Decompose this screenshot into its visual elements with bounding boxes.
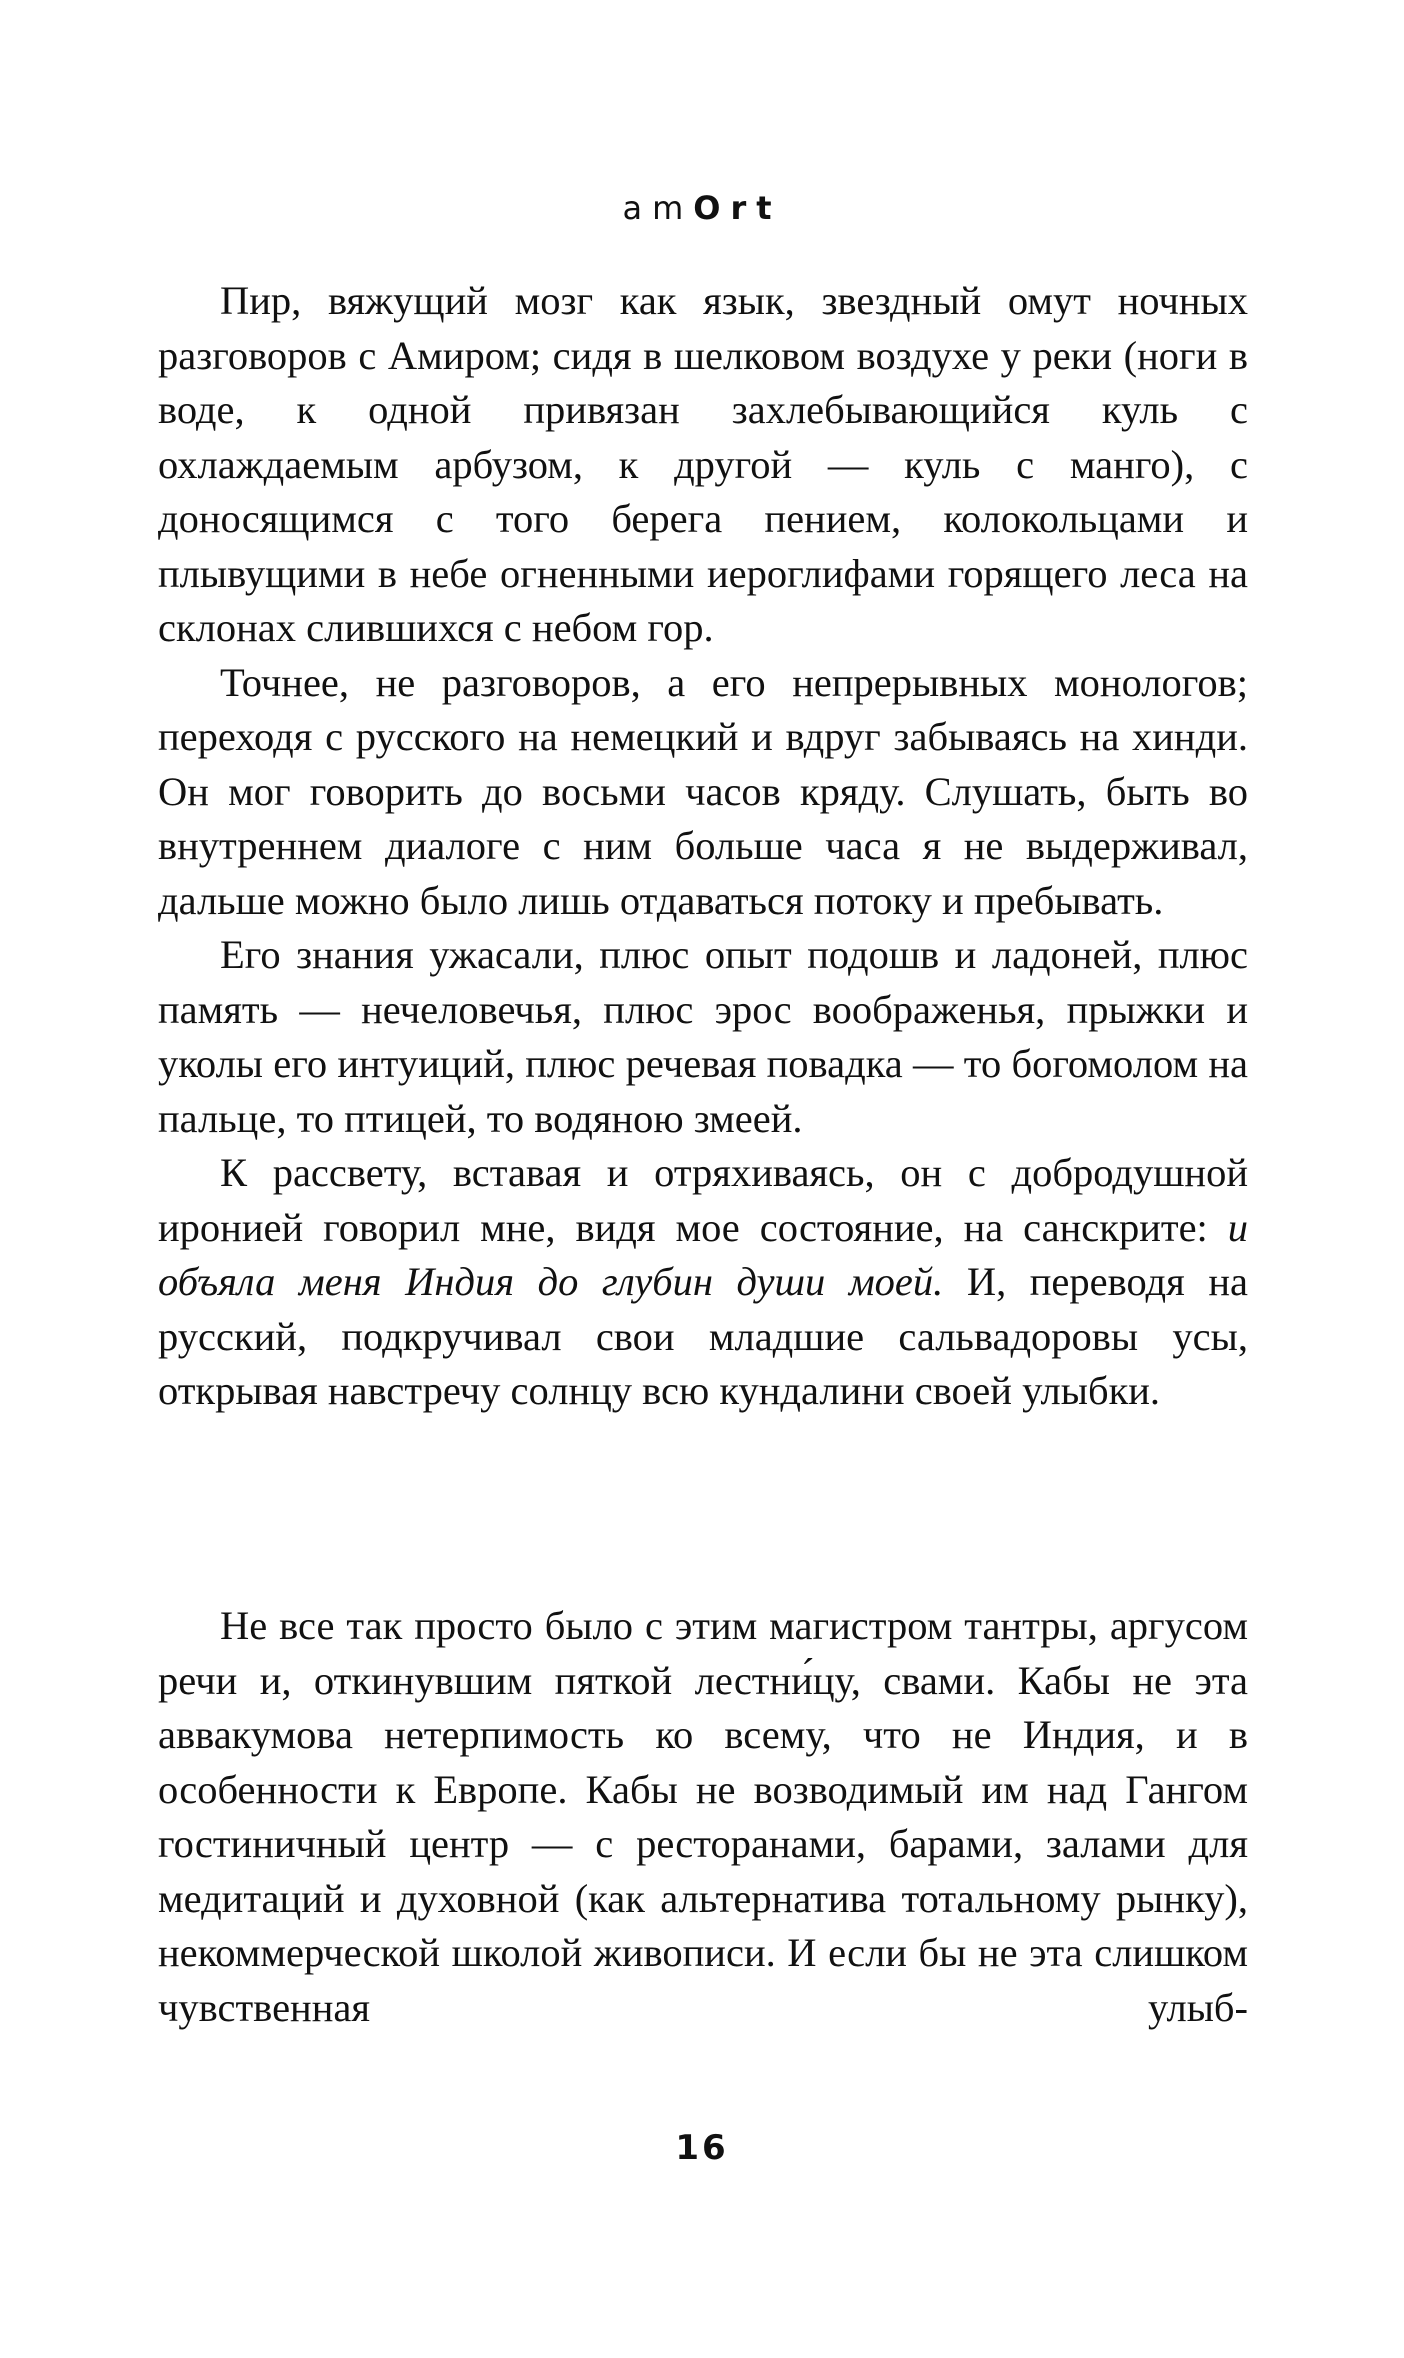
paragraph xyxy=(158,274,1248,656)
running-head xyxy=(0,188,1404,228)
paragraph xyxy=(158,1146,1248,1419)
running-head-light: am xyxy=(622,189,694,227)
main-text-section-1 xyxy=(158,274,1248,1419)
paragraph-text: Точнее, не разговоров, а его непрерывных монологов; переходя с русского на немецкий и вдруг забываясь на хинди. Он мог говорить до восьми часов кряду. Слушать, быть во внутреннем диалоге с ним больше часа я не выдерживал, дальше можно было лишь отдаваться потоку и пребывать. xyxy=(158,659,1248,923)
running-head-bold: Ort xyxy=(693,189,782,227)
paragraph xyxy=(158,928,1248,1146)
paragraph-text: Не все так просто было с этим магистром тантры, аргусом речи и, откинувшим пяткой лестни́цу, свами. Кабы не эта аввакумова нетерпимость ко всему, что не Индия, и в особенности к Европе. Кабы не возводимый им над Гангом гостиничный центр — с ресторанами, барами, залами для медитаций и духовной (как альтернатива тотальному рынку), некоммерческой школой живописи. И если бы не эта слишком чувственная улыб- xyxy=(158,1603,1248,2030)
page-number: 16 xyxy=(675,2128,729,2168)
paragraph-text: К рассвету, вставая и отряхиваясь, он с добродушной иронией говорил мне, видя мое состояние, на санскрите: xyxy=(158,1150,1248,1250)
paragraph-text: И, переводя на русский, подкручивал свои младшие сальвадоровы усы, открывая навстречу солнцу всю кундалини своей улыбки. xyxy=(158,1259,1248,1413)
italic-quote: и объяла меня Индия до глубин души моей. xyxy=(158,1204,1248,1304)
paragraph xyxy=(158,656,1248,929)
paragraph xyxy=(158,1599,1248,2035)
paragraph-text: Пир, вяжущий мозг как язык, звездный омут ночных разговоров с Амиром; сидя в шелковом воздухе у реки (ноги в воде, к одной привязан захлебывающийся куль с охлаждаемым арбузом, к другой — куль с манго), с доносящимся с того берега пением, колокольцами и плывущими в небе огненными иероглифами горящего леса на склонах слившихся с небом гор. xyxy=(158,278,1248,650)
main-text-section-2 xyxy=(158,1599,1248,2035)
paragraph-text: Его знания ужасали, плюс опыт подошв и ладоней, плюс память — нечеловечья, плюс эрос воображенья, прыжки и уколы его интуиций, плюс речевая повадка — то богомолом на пальце, то птицей, то водяною змеей. xyxy=(158,932,1248,1141)
